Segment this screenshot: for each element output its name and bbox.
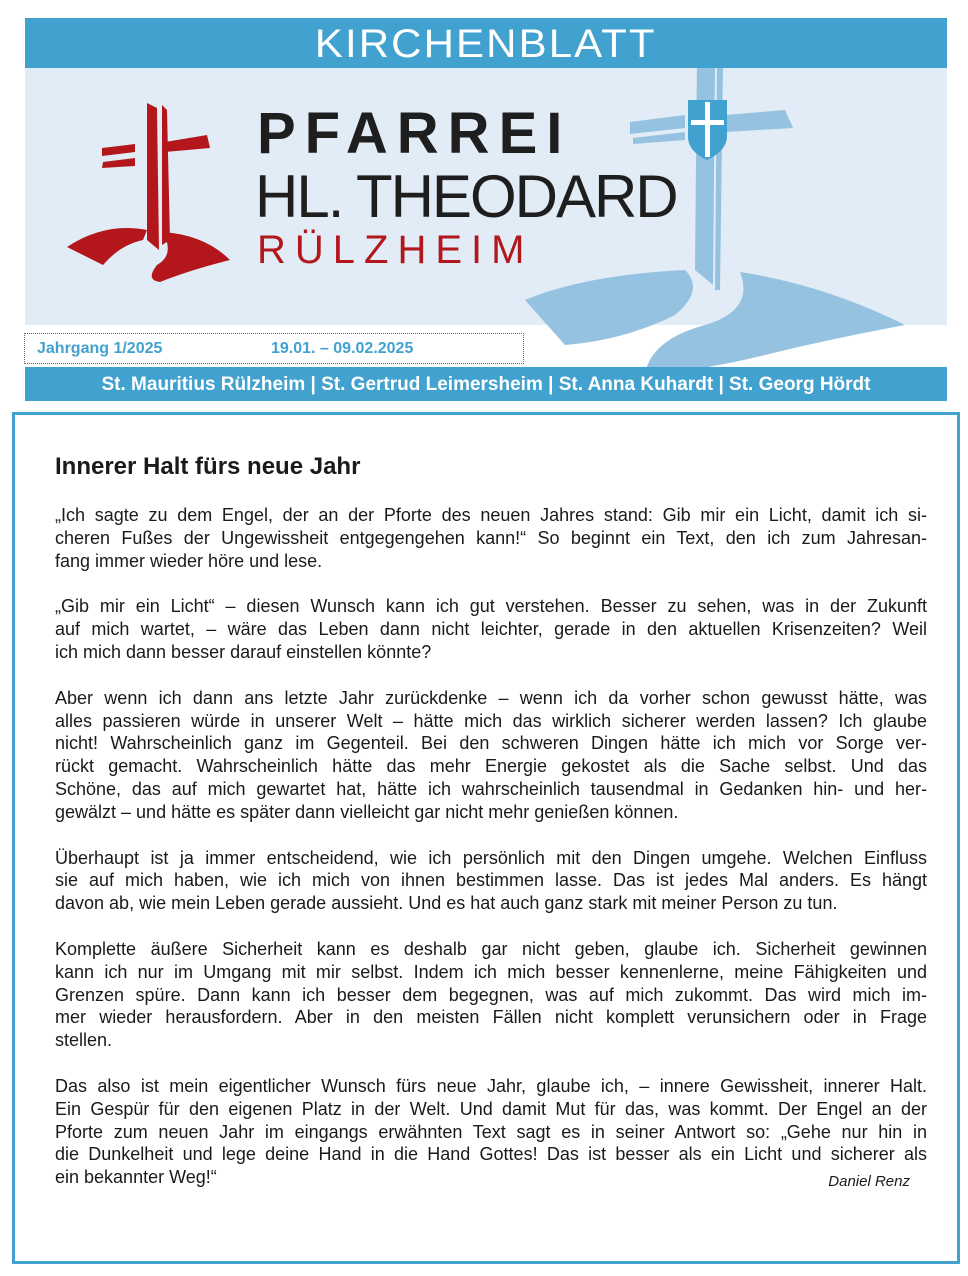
banner: [25, 18, 947, 68]
parish-town: RÜLZHEIM: [257, 228, 534, 272]
text-line: auf mich wartet, – wäre das Leben dann nicht leichter, gerade in den aktuellen Krisenzeiten? Weil: [55, 619, 927, 640]
text-line: die Dunkelheit und lege deine Hand in die Hand Gottes! Das ist besser als ein Licht und sicherer als: [55, 1144, 927, 1165]
article-paragraph: [55, 1075, 927, 1189]
text-line: rückt gemacht. Wahrscheinlich hätte das mehr Energie gekostet als die Sache selbst. Und das: [55, 756, 927, 777]
text-line: sie auf mich haben, wie ich mich von ihnen bestimmen lasse. Das ist jedes Mal anders. Es hängt: [55, 870, 927, 891]
parish-name: HL. THEODARD: [255, 163, 677, 230]
red-cross-icon: [67, 103, 230, 282]
issue-info: [24, 333, 524, 364]
article-paragraph: [55, 687, 927, 824]
text-line: mer wieder herausfordern. Aber in den meisten Fällen nicht komplett verunsichern oder in Frage: [55, 1007, 927, 1028]
text-line: Das also ist mein eigentlicher Wunsch fürs neue Jahr, glaube ich, – innere Gewissheit, innerer Halt.: [55, 1075, 927, 1096]
article-paragraph: [55, 595, 927, 663]
text-line: Aber wenn ich dann ans letzte Jahr zurückdenke – wenn ich da vorher schon gewusst hätte, was: [55, 687, 927, 708]
date-range: 19.01. – 09.02.2025: [271, 340, 414, 357]
article-author: Daniel Renz: [828, 1173, 910, 1190]
text-line: Grenzen spüre. Dann kann ich besser dem begegnen, was auf mich zukommt. Das wird mich im-: [55, 984, 927, 1005]
article: [55, 452, 927, 1212]
text-line: „Ich sagte zu dem Engel, der an der Pforte des neuen Jahres stand: Gib mir ein Licht, damit ich si-: [55, 505, 927, 525]
text-line: kann ich nur im Umgang mit mir selbst. Indem ich mich besser kennenlerne, meine Fähigkeiten und: [55, 961, 927, 982]
text-line: Komplette äußere Sicherheit kann es deshalb gar nicht geben, glaube ich. Sicherheit gewinnen: [55, 938, 927, 959]
text-line: Überhaupt ist ja immer entscheidend, wie ich persönlich mit den Dingen umgehe. Welchen Einfluss: [55, 847, 927, 868]
text-line: ich mich dann besser darauf einstellen könnte?: [55, 641, 432, 662]
text-line: Schöne, das auf mich gewartet hat, hätte ich wahrscheinlich tausendmal in Gedanken hin- und her-: [55, 778, 927, 799]
article-paragraph: [55, 847, 927, 915]
parishes-bar: St. Mauritius Rülzheim | St. Gertrud Leimersheim | St. Anna Kuhardt | St. Georg Hördt: [25, 367, 947, 401]
text-line: cheren Fußes der Ungewissheit entgegengehen kann!“ So beginnt ein Text, den ich zum Jahresan-: [55, 527, 927, 548]
text-line: davon ab, wie mein Leben gerade aussieht. Und es hat auch ganz stark mit meiner Person zu tun.: [55, 893, 838, 914]
text-line: Ein Gespür für den eigenen Platz in der Welt. Und damit Mut für das, was kommt. Der Engel an der: [55, 1098, 927, 1119]
text-line: Pforte zum neuen Jahr im eingangs erwähnten Text sagt es in seiner Antwort so: „Gehe nur hin in: [55, 1121, 927, 1142]
parish-title: PFARREI: [257, 101, 572, 166]
text-line: gewälzt – und hätte es später dann vielleicht gar nicht mehr genießen können.: [55, 801, 679, 822]
article-paragraph: [55, 504, 927, 572]
text-line: nicht! Wahrscheinlich ganz im Gegenteil. Bei den schweren Dingen hätte ich mich vor Sorge ver-: [55, 733, 927, 754]
text-line: fang immer wieder höre und lese.: [55, 550, 323, 571]
text-line: „Gib mir ein Licht“ – diesen Wunsch kann ich gut verstehen. Besser zu sehen, was in der Zukunft: [55, 596, 927, 617]
text-line: alles passieren würde in unserer Welt – hätte mich das wirklich sicherer werden lassen? Ich glaube: [55, 710, 927, 731]
text-line: ein bekannter Weg!“: [55, 1167, 217, 1188]
banner-title: KIRCHENBLATT: [315, 22, 657, 66]
article-title: Innerer Halt fürs neue Jahr: [55, 453, 361, 480]
issue-number: Jahrgang 1/2025: [37, 340, 163, 357]
article-paragraph: [55, 938, 927, 1052]
text-line: stellen.: [55, 1030, 113, 1051]
